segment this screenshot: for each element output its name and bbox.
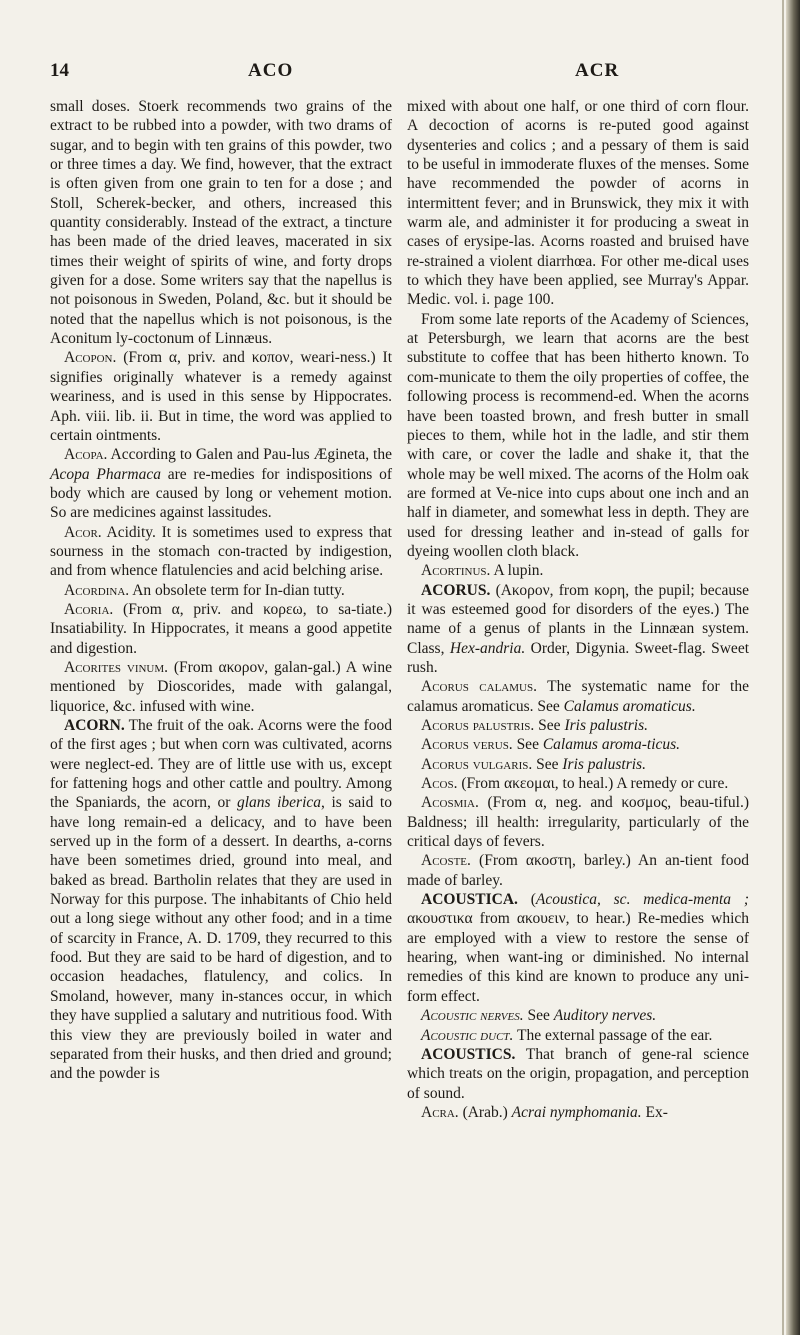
entry-acor: Acor. Acidity. It is sometimes used to express that sourness in the stomach con-tracted by indigestion, and from whence flatulencies and acid belching arise. — [50, 523, 392, 580]
entry-acoste: Acoste. (From ακοστη, barley.) An an-tient food made of barley. — [407, 852, 749, 889]
entry-acorus-calamus: Acorus calamus. The systematic name for the calamus aromaticus. See Calamus aromaticus. — [407, 678, 749, 715]
left-column — [50, 97, 392, 1084]
entry-headword: Acor. — [64, 523, 102, 541]
entry-acortinus: Acortinus. A lupin. — [421, 562, 544, 580]
entry-acosmia: Acosmia. (From α, neg. and κοσμος, beau-tiful.) Baldness; ill health: irregularity, particularly of the critical days of fevers. — [407, 794, 749, 851]
entry-headword: Acorus vulgaris. — [421, 755, 533, 773]
entry-headword: Acorus verus. — [421, 736, 513, 754]
entry-headword: Acoustic nerves. — [421, 1007, 524, 1025]
entry-acordina: Acordina. An obsolete term for In-dian tutty. — [64, 581, 345, 599]
entry-acoria: Acoria. (From α, priv. and κορεω, to sa-tiate.) Insatiability. In Hippocrates, it means a good appetite and digestion. — [50, 600, 392, 657]
entry-headword: Acorites vinum. — [64, 658, 169, 676]
entry-headword: Acorus calamus. — [421, 678, 537, 696]
entry-acopon: Acopon. (From α, priv. and κοπον, weari-ness.) It signifies originally whatever is a remedy against weariness, and is used in this sense by Hippocrates. Aph. viii. lib. ii. But in time, the word was applied to certain ointments. — [50, 349, 392, 444]
running-head-right: ACR — [575, 60, 620, 81]
entry-acorus-vulgaris: Acorus vulgaris. See Iris palustris. — [421, 755, 646, 773]
entry-acoustic-duct: Acoustic duct. The external passage of the ear. — [421, 1026, 713, 1044]
entry-acorus-palustris: Acorus palustris. See Iris palustris. — [421, 717, 648, 734]
entry-headword: ACOUSTICA. — [421, 891, 518, 909]
entry-headword: Acordina. — [64, 581, 130, 599]
entry-headword: Acos. — [421, 775, 458, 793]
page-number: 14 — [50, 60, 69, 81]
entry-headword: ACOUSTICS. — [421, 1045, 516, 1063]
right-column — [407, 97, 749, 1122]
entry-acopa: Acopa. According to Galen and Pau-lus Ægineta, the Acopa Pharmaca are re-medies for indispositions of body which are caused by long or vehement motion. So are medicines against lassitudes. — [50, 446, 392, 522]
entry-headword: ACORN. — [64, 717, 125, 734]
running-header — [50, 60, 750, 88]
running-head-left: ACO — [248, 60, 294, 81]
entry-headword: Acopon. — [64, 349, 117, 367]
entry-acoustics: ACOUSTICS. That branch of gene-ral science which treats on the origin, propagation, and perception of sound. — [407, 1045, 749, 1102]
entry-acorn-continued: mixed with about one half, or one third of corn flour. A decoction of acorns is re-puted good against dysenteries and colics ; and a pessary of them is said to be useful in immoderate fluxes of the menses. Some have recommended the powder of acorns in intermittent fever; and in Brunswick, they mix it with warm ale, and administer it for producing a sweat in cases of erysipe-las. Acorns roasted and bruised have re-strained a violent diarrhœa. For other me-dical uses to which they have been applied, see Murray's Appar. Medic. vol. i. page 100. — [407, 98, 749, 309]
entry-aconitum-continued: small doses. Stoerk recommends two grains of the extract to be rubbed into a powder, with two drams of sugar, and to begin with ten grains of this powder, two or three times a day. We find, however, that the extract is often given from one grain to ten for a dose ; and Stoll, Scherek-becker, and others, increased this quantity considerably. Instead of the extract, a tincture has been made of the dried leaves, macerated in six times their weight of spirits of wine, and forty drops given for a dose. Some writers say that the napellus is not poisonous in Sweden, Poland, &c. but it should be noted that the napellus which is not poisonous, is the Aconitum ly-coctonum of Linnæus. — [50, 98, 392, 348]
entry-headword: Acorus palustris. — [421, 717, 535, 734]
entry-headword: Acoste. — [421, 852, 471, 870]
binding-line — [782, 0, 784, 1335]
entry-headword: Acoria. — [64, 600, 114, 618]
entry-acorus: ACORUS. (Ακορον, from κορη, the pupil; because it was esteemed good for disorders of the eyes.) The name of a genus of plants in the Linnæan system. Class, Hex-andria. Order, Digynia. Sweet-flag. Sweet rush. — [407, 581, 749, 676]
entry-headword: Acra. — [421, 1103, 459, 1121]
entry-headword: Acortinus. — [421, 562, 491, 580]
entry-acoustic-nerves: Acoustic nerves. See Auditory nerves. — [421, 1007, 657, 1025]
entry-acra: Acra. (Arab.) Acrai nymphomania. Ex- — [421, 1103, 668, 1121]
entry-acoustica: ACOUSTICA. (Acoustica, sc. medica-menta ; ακουστικα from ακουειν, to hear.) Re-medies which are employed with a view to restore the sense of hearing, when want-ing or diminished. No internal remedies of this kind are known to produce any uni-form effect. — [407, 891, 749, 1005]
entry-acorn-coffee: From some late reports of the Academy of Sciences, at Petersburgh, we learn that acorns are the best substitute to coffee that has been hitherto known. To com-municate to them the oily properties of coffee, the following process is recommend-ed. When the acorns have been toasted brown, and fresh butter in small pieces to them, while hot in the ladle, and stir them with care, or cover the ladle and shake it, that the whole may be well mixed. The acorns of the Holm oak are formed at Ve-nice into cups about one inch and an half in diameter, and somewhat less in depth. They are used for dressing leather and in-stead of galls for dyeing woollen cloth black. — [407, 310, 749, 560]
entry-acorn: ACORN. The fruit of the oak. Acorns were the food of the first ages ; but when corn was cultivated, acorns were neglect-ed. They are of little use with us, except for fattening hogs and other cattle and poultry. Among the Spaniards, the acorn, or glans iberica, is said to have long remain-ed a delicacy, and to have been served up in the form of a dessert. In dearths, a-corns have been sometimes dried, ground into meal, and baked as bread. Bartholin relates that they are used in Norway for this purpose. The inhabitants of Chio held out a long siege without any other food; and in a time of scarcity in France, A. D. 1709, they recurred to this food. But they are said to be hard of digestion, and to occasion headaches, flatulency, and colics. In Smoland, however, many in-stances occur, in which they have supplied a salutary and nutritious food. With this view they are previously boiled in water and separated from their husks, and then dried and ground; and the powder is — [50, 717, 392, 1083]
entry-headword: Acoustic duct. — [421, 1026, 514, 1044]
entry-acorites-vinum: Acorites vinum. (From ακορον, galan-gal.) A wine mentioned by Dioscorides, made with galangal, liquorice, &c. infused with wine. — [50, 658, 392, 715]
entry-headword: Acopa. — [64, 446, 108, 464]
entry-headword: ACORUS. — [421, 581, 491, 599]
entry-acos: Acos. (From ακεομαι, to heal.) A remedy or cure. — [421, 775, 729, 793]
page-edge-shadow — [786, 0, 800, 1335]
entry-headword: Acosmia. — [421, 794, 479, 812]
entry-acorus-verus: Acorus verus. See Calamus aroma-ticus. — [421, 736, 681, 754]
